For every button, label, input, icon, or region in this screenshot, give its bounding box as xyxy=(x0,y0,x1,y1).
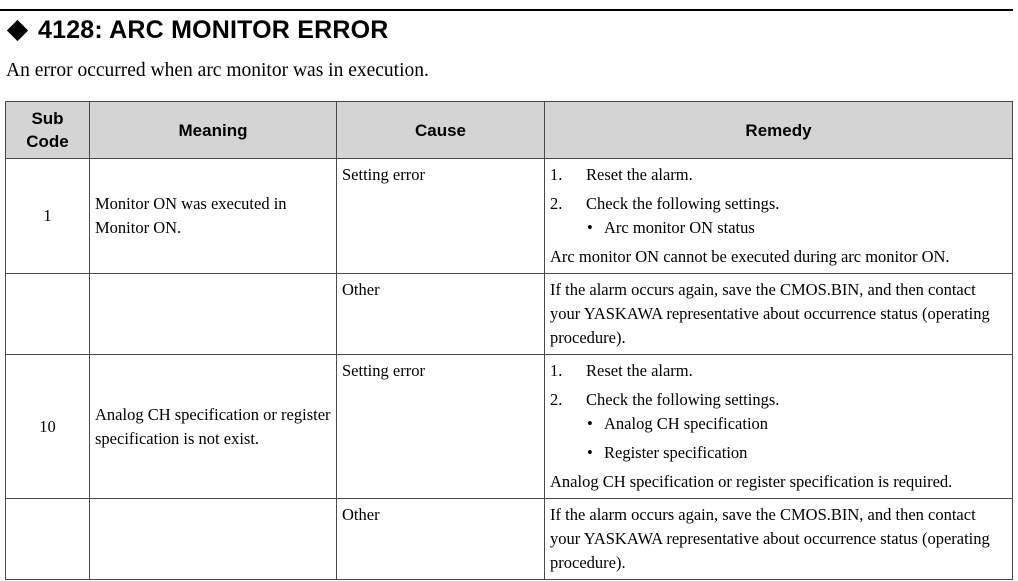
meaning-cell: Monitor ON was executed in Monitor ON. xyxy=(90,159,337,274)
remedy-bullet xyxy=(550,216,1007,240)
bullet-text: Register specification xyxy=(604,443,748,462)
remedy-step xyxy=(550,192,1007,216)
bullet-dot-icon: • xyxy=(587,443,593,462)
step-number: 2. xyxy=(550,194,563,213)
diamond-bullet-icon xyxy=(7,19,28,40)
bullet-text: Arc monitor ON status xyxy=(604,218,755,237)
step-number: 1. xyxy=(550,361,563,380)
table-row xyxy=(6,159,1013,274)
bullet-dot-icon: • xyxy=(587,414,593,433)
remedy-cell xyxy=(545,355,1013,499)
sub-code-cell xyxy=(6,499,90,580)
step-text: Check the following settings. xyxy=(586,390,780,409)
remedy-note: Arc monitor ON cannot be executed during arc monitor ON. xyxy=(550,247,950,266)
table-row xyxy=(6,499,1013,580)
header-sub-code-line2: Code xyxy=(26,132,69,151)
remedy-cell: If the alarm occurs again, save the CMOS.BIN, and then contact your YASKAWA representative about occurrence status (operating procedure). xyxy=(545,274,1013,355)
remedy-bullet xyxy=(550,441,1007,465)
alarm-table xyxy=(5,101,1013,580)
table-header-row xyxy=(6,102,1013,159)
cause-cell: Other xyxy=(337,274,545,355)
sub-code-cell: 1 xyxy=(6,159,90,274)
cause-cell: Other xyxy=(337,499,545,580)
cause-cell: Setting error xyxy=(337,159,545,274)
remedy-step xyxy=(550,388,1007,412)
step-text: Reset the alarm. xyxy=(586,361,693,380)
bullet-text: Analog CH specification xyxy=(604,414,769,433)
header-sub-code xyxy=(6,102,90,159)
meaning-cell xyxy=(90,499,337,580)
sub-code-cell: 10 xyxy=(6,355,90,499)
sub-code-cell xyxy=(6,274,90,355)
heading-title: 4128: ARC MONITOR ERROR xyxy=(38,15,389,44)
remedy-note: Analog CH specification or register specification is required. xyxy=(550,472,953,491)
remedy-cell xyxy=(545,159,1013,274)
table-row xyxy=(6,355,1013,499)
table-row xyxy=(6,274,1013,355)
remedy-step xyxy=(550,359,1007,383)
meaning-cell xyxy=(90,274,337,355)
intro-text: An error occurred when arc monitor was in execution. xyxy=(6,60,429,81)
header-meaning: Meaning xyxy=(90,102,337,159)
remedy-bullet xyxy=(550,412,1007,436)
step-number: 2. xyxy=(550,390,563,409)
step-text: Reset the alarm. xyxy=(586,165,693,184)
cause-cell: Setting error xyxy=(337,355,545,499)
section-heading xyxy=(5,14,389,46)
step-text: Check the following settings. xyxy=(586,194,780,213)
header-cause: Cause xyxy=(337,102,545,159)
bullet-dot-icon: • xyxy=(587,218,593,237)
step-number: 1. xyxy=(550,165,563,184)
section-rule xyxy=(0,9,1013,11)
header-remedy: Remedy xyxy=(545,102,1013,159)
meaning-cell: Analog CH specification or register specification is not exist. xyxy=(90,355,337,499)
remedy-step xyxy=(550,163,1007,187)
remedy-cell: If the alarm occurs again, save the CMOS.BIN, and then contact your YASKAWA representative about occurrence status (operating procedure). xyxy=(545,499,1013,580)
header-sub-code-line1: Sub xyxy=(31,109,64,128)
